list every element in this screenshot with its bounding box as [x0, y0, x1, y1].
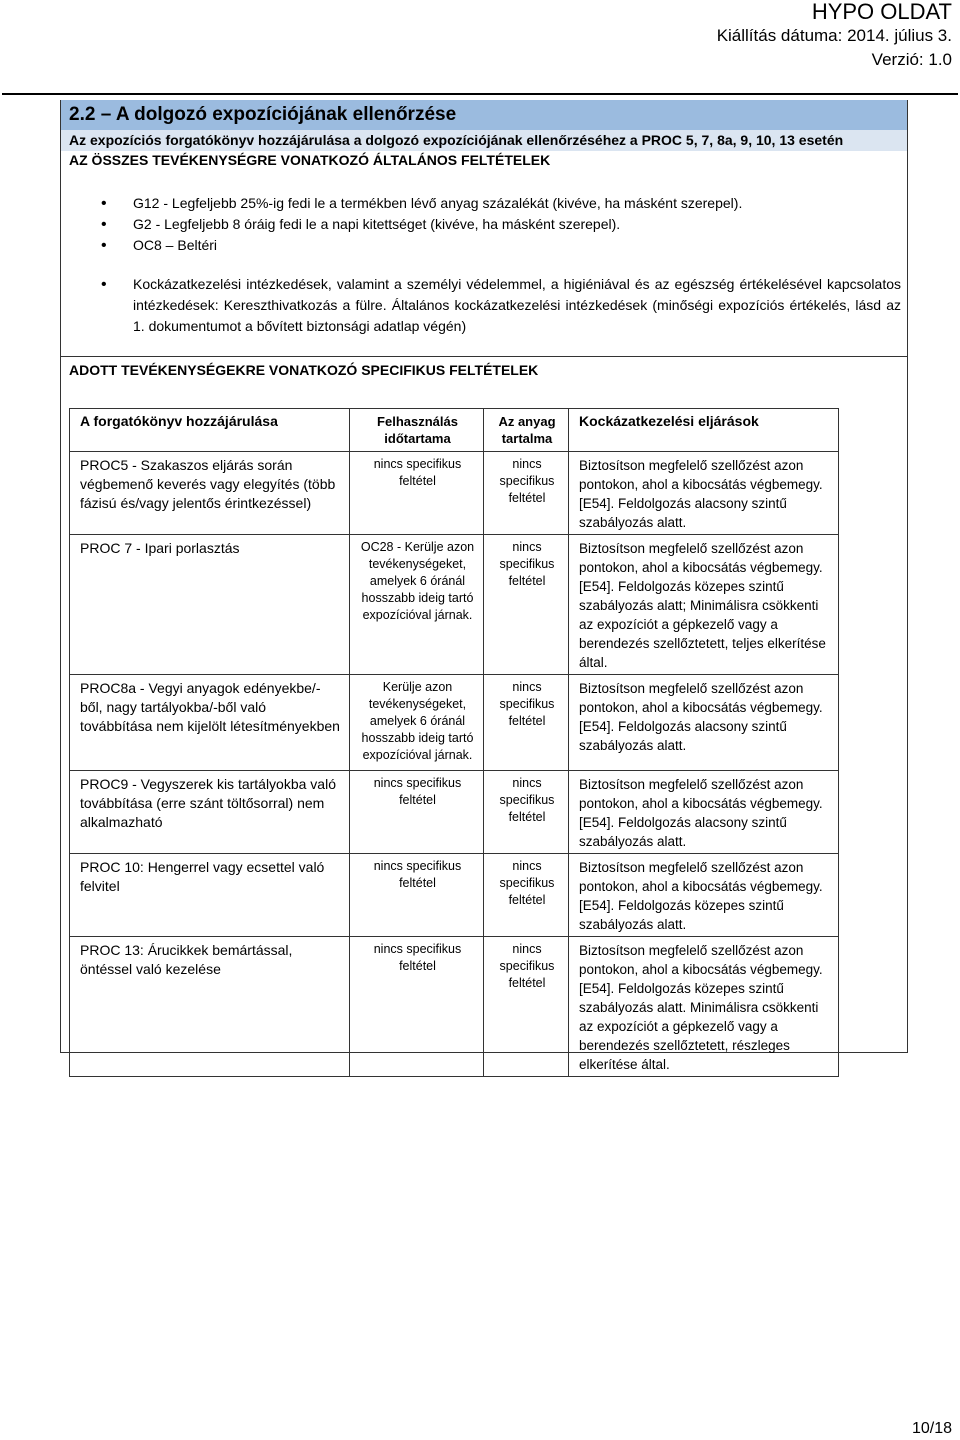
- content-cell: nincs specifikus feltétel: [484, 535, 569, 675]
- duration-cell: nincs specifikus feltétel: [350, 452, 484, 535]
- page-number: 10/18: [911, 1420, 952, 1437]
- content-cell: nincs specifikus feltétel: [484, 452, 569, 535]
- section-intro: Az expozíciós forgatókönyv hozzájárulása a dolgozó expozíciójának ellenőrzéséhez a PROC 5, 7, 8a, 9, 10, 13 esetén: [61, 130, 907, 151]
- duration-cell: nincs specifikus feltétel: [350, 937, 484, 1077]
- duration-cell: nincs specifikus feltétel: [350, 854, 484, 937]
- version: Verzió: 1.0: [871, 50, 952, 69]
- column-header: A forgatókönyv hozzájárulása: [70, 409, 350, 452]
- header-divider: [2, 93, 958, 95]
- proc-cell: PROC 10: Hengerrel vagy ecsettel való felvitel: [70, 854, 350, 937]
- list-item: • G12 - Legfeljebb 25%-ig fedi le a termékben lévő anyag százalékát (kivéve, ha másként szerepel).: [101, 193, 901, 214]
- table-row: [70, 854, 839, 937]
- proc-cell: PROC8a - Vegyi anyagok edényekbe/-ből, nagy tartályokba/-ből való továbbítása nem kijelölt létesítményekben: [70, 675, 350, 771]
- content-cell: nincs specifikus feltétel: [484, 854, 569, 937]
- specific-conditions-title: ADOTT TEVÉKENYSÉGEKRE VONATKOZÓ SPECIFIKUS FELTÉTELEK: [69, 362, 539, 378]
- rmm-cell: Biztosítson megfelelő szellőzést azon pontokon, ahol a kibocsátás végbemegy. [E54]. Feldolgozás közepes szintű szabályozás alatt.: [569, 854, 839, 937]
- rmm-cell: Biztosítson megfelelő szellőzést azon pontokon, ahol a kibocsátás végbemegy. [E54]. Feldolgozás alacsony szintű szabályozás alatt.: [569, 452, 839, 535]
- section-divider: [61, 356, 907, 357]
- table-row: [70, 452, 839, 535]
- table-row: [70, 937, 839, 1077]
- table-header-row: [70, 409, 839, 452]
- content-cell: nincs specifikus feltétel: [484, 771, 569, 854]
- column-header: Kockázatkezelési eljárások: [569, 409, 839, 452]
- duration-cell: OC28 - Kerülje azon tevékenységeket, amelyek 6 óránál hosszabb ideig tartó expozícióval járnak.: [350, 535, 484, 675]
- rmm-cell: Biztosítson megfelelő szellőzést azon pontokon, ahol a kibocsátás végbemegy. [E54]. Feldolgozás közepes szintű szabályozás alatt. Minimálisra csökkenti az expozíciót a gépkezelő vagy a berendezés szellőztetett, részleges elkerítése által.: [569, 937, 839, 1077]
- duration-cell: nincs specifikus feltétel: [350, 771, 484, 854]
- column-header: Felhasználás időtartama: [350, 409, 484, 452]
- table-row: [70, 771, 839, 854]
- issue-date: Kiállítás dátuma: 2014. július 3.: [716, 26, 952, 45]
- content-cell: nincs specifikus feltétel: [484, 937, 569, 1077]
- proc-cell: PROC5 - Szakaszos eljárás során végbemenő keverés vagy elegyítés (több fázisú és/vagy jelentős érintkezéssel): [70, 452, 350, 535]
- proc-cell: PROC 7 - Ipari porlasztás: [70, 535, 350, 675]
- table-row: [70, 535, 839, 675]
- table-row: [70, 675, 839, 771]
- content-cell: nincs specifikus feltétel: [484, 675, 569, 771]
- proc-cell: PROC9 - Vegyszerek kis tartályokba való továbbítása (erre szánt töltősorral) nem alkalmazható: [70, 771, 350, 854]
- rmm-cell: Biztosítson megfelelő szellőzést azon pontokon, ahol a kibocsátás végbemegy. [E54]. Feldolgozás közepes szintű szabályozás alatt; Minimálisra csökkenti az expozíciót a gépkezelő vagy a berendezés szellőztetett, teljes elkerítése által.: [569, 535, 839, 675]
- column-header: Az anyag tartalma: [484, 409, 569, 452]
- list-item: • Kockázatkezelési intézkedések, valamint a személyi védelemmel, a higiéniával és az egészség értékelésével kapcsolatos intézkedések: Kereszthivatkozás a fülre. Általános kockázatkezelési intézkedések (minőségi expozíciós értékelés, lásd az 1. dokumentumot a bővített biztonsági adatlap végén): [101, 274, 901, 337]
- exposure-section: [60, 100, 908, 1072]
- list-item: • G2 - Legfeljebb 8 óráig fedi le a napi kitettséget (kivéve, ha másként szerepel).: [101, 214, 901, 235]
- duration-cell: Kerülje azon tevékenységeket, amelyek 6 óránál hosszabb ideig tartó expozícióval járnak.: [350, 675, 484, 771]
- list-item: • OC8 – Beltéri: [101, 235, 901, 256]
- document-header: [717, 0, 952, 72]
- process-table: [69, 408, 839, 1077]
- section-title: 2.2 – A dolgozó expozíciójának ellenőrzése: [61, 100, 907, 130]
- rmm-cell: Biztosítson megfelelő szellőzést azon pontokon, ahol a kibocsátás végbemegy. [E54]. Feldolgozás alacsony szintű szabályozás alatt.: [569, 771, 839, 854]
- proc-cell: PROC 13: Árucikkek bemártással, öntéssel való kezelése: [70, 937, 350, 1077]
- general-conditions-title: AZ ÖSSZES TEVÉKENYSÉGRE VONATKOZÓ ÁLTALÁNOS FELTÉTELEK: [69, 152, 551, 168]
- rmm-cell: Biztosítson megfelelő szellőzést azon pontokon, ahol a kibocsátás végbemegy. [E54]. Feldolgozás alacsony szintű szabályozás alatt.: [569, 675, 839, 771]
- general-conditions-list: [101, 193, 901, 337]
- product-name: HYPO OLDAT: [811, 0, 952, 24]
